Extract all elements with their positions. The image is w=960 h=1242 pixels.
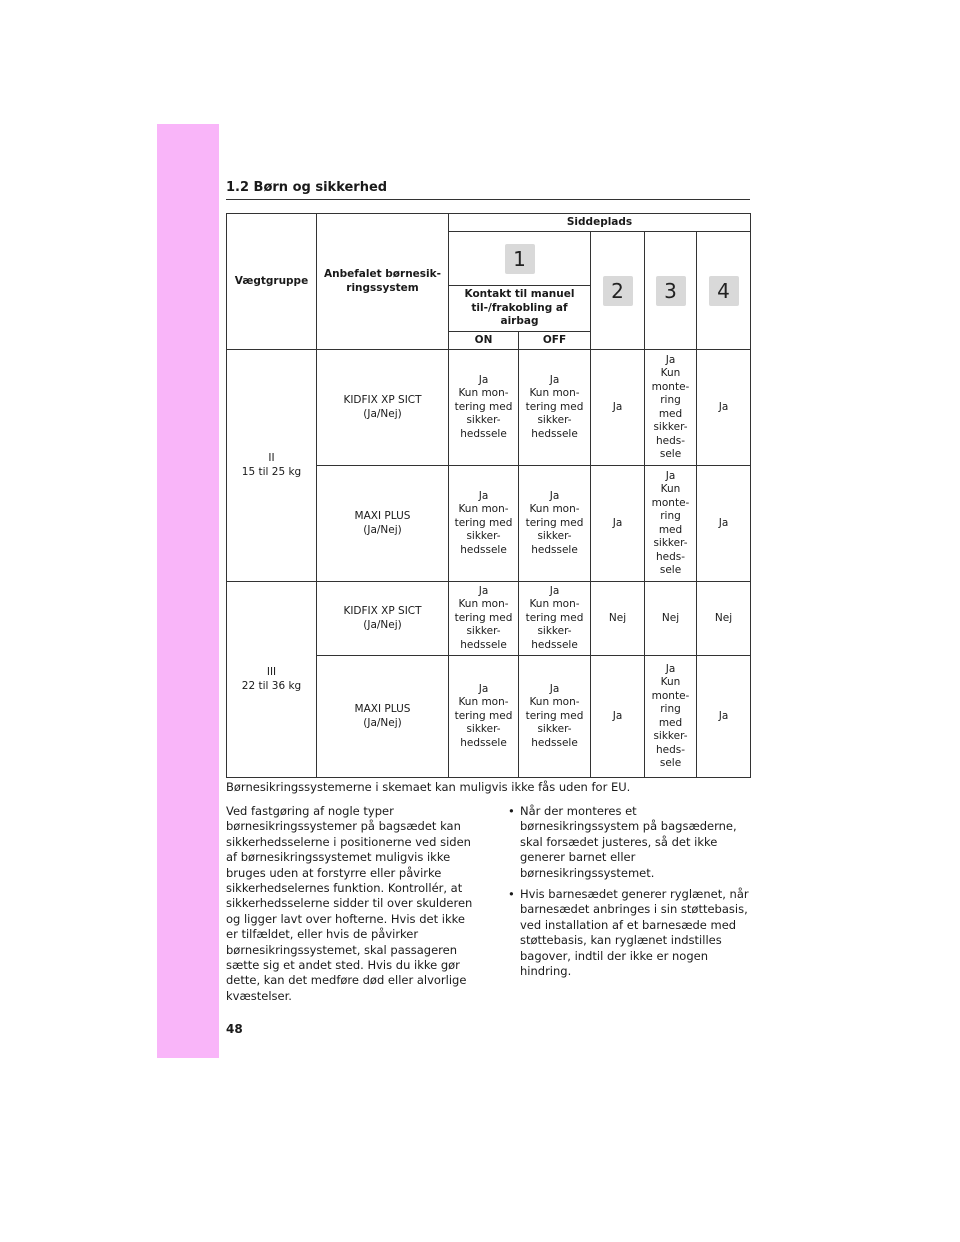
seat-3-icon: 3 — [656, 276, 686, 306]
bullet-icon: • — [508, 887, 515, 902]
seat-1-icon: 1 — [505, 244, 535, 274]
bullet-icon: • — [508, 804, 515, 818]
section-header: 1.2 Børn og sikkerhed — [226, 180, 750, 200]
header-seat-position: Siddeplads — [449, 214, 751, 232]
cell-system: MAXI PLUS (Ja/Nej) — [317, 656, 449, 778]
page-number: 48 — [226, 1022, 243, 1036]
cell-off: Ja Kun mon- tering med sikker- hedssele — [519, 466, 591, 582]
cell-s3: Ja Kun monte- ring med sikker- heds- sele — [645, 350, 697, 466]
seat-2-icon: 2 — [603, 276, 633, 306]
seat-1-cell — [449, 232, 591, 286]
cell-on: Ja Kun mon- tering med sikker- hedssele — [449, 466, 519, 582]
cell-off: Ja Kun mon- tering med sikker- hedssele — [519, 350, 591, 466]
cell-system: KIDFIX XP SICT (Ja/Nej) — [317, 350, 449, 466]
table-row — [227, 350, 751, 466]
weight-group-cell: III 22 til 36 kg — [227, 582, 317, 778]
cell-off: Ja Kun mon- tering med sikker- hedssele — [519, 582, 591, 656]
cell-s3: Nej — [645, 582, 697, 656]
cell-s2: Ja — [591, 466, 645, 582]
cell-s2: Nej — [591, 582, 645, 656]
cell-system: KIDFIX XP SICT (Ja/Nej) — [317, 582, 449, 656]
cell-s3: Ja Kun monte- ring med sikker- heds- sele — [645, 466, 697, 582]
cell-off: Ja Kun mon- tering med sikker- hedssele — [519, 656, 591, 778]
seat-4-icon: 4 — [709, 276, 739, 306]
header-weight-group: Vægtgruppe — [227, 214, 317, 350]
seat-2-cell — [591, 232, 645, 350]
header-airbag-on: ON — [449, 332, 519, 350]
page-margin-strip — [157, 124, 219, 1058]
seat-4-cell — [697, 232, 751, 350]
cell-s2: Ja — [591, 350, 645, 466]
bullet-item: • Når der monteres et børnesikringssystem på bagsæderne, skal forsædet justeres, så det ikke generer barnet eller børnesikringssystemet. — [508, 804, 737, 880]
cell-on: Ja Kun mon- tering med sikker- hedssele — [449, 656, 519, 778]
cell-on: Ja Kun mon- tering med sikker- hedssele — [449, 350, 519, 466]
cell-s3: Ja Kun monte- ring med sikker- heds- sele — [645, 656, 697, 778]
body-text-right — [506, 804, 750, 985]
header-airbag-off: OFF — [519, 332, 591, 350]
body-text-left: Ved fastgøring af nogle typer børnesikringssystemer på bagsædet kan sikkerhedsselerne i positionerne ved siden af børnesikringssystemet muligvis ikke bruges uden at forstyrre eller påvirke sikkerhedselernes funktion. Kontrollér, at sikkerhedsselerne sidder til over skulderen og ligger lavt over hofterne. Hvis det ikke er tilfældet, eller hvis de påvirker børnesikringssystemet, skal passageren sætte sig et andet sted. Hvis du ikke gør dette, kan det medføre død eller alvorlige kvæstelser. — [226, 804, 473, 1003]
cell-s4: Ja — [697, 466, 751, 582]
cell-s4: Ja — [697, 350, 751, 466]
seat-3-cell — [645, 232, 697, 350]
cell-s4: Nej — [697, 582, 751, 656]
seat-suitability-table — [226, 213, 751, 778]
table-row — [227, 582, 751, 656]
cell-system: MAXI PLUS (Ja/Nej) — [317, 466, 449, 582]
weight-group-cell: II 15 til 25 kg — [227, 350, 317, 582]
footnote: Børnesikringssystemerne i skemaet kan muligvis ikke fås uden for EU. — [226, 780, 631, 794]
bullet-item: • Hvis barnesædet generer ryglænet, når barnesædet anbringes i sin støttebasis, ved installation af et barnesæde med støttebasis, kan ryglænet indstilles bagover, indtil der ikke er nogen hindring. — [508, 887, 749, 979]
cell-on: Ja Kun mon- tering med sikker- hedssele — [449, 582, 519, 656]
header-recommended-system: Anbefalet børnesik-ringssystem — [317, 214, 449, 350]
header-airbag-switch: Kontakt til manuel til-/frakobling af airbag — [449, 286, 591, 332]
cell-s4: Ja — [697, 656, 751, 778]
cell-s2: Ja — [591, 656, 645, 778]
